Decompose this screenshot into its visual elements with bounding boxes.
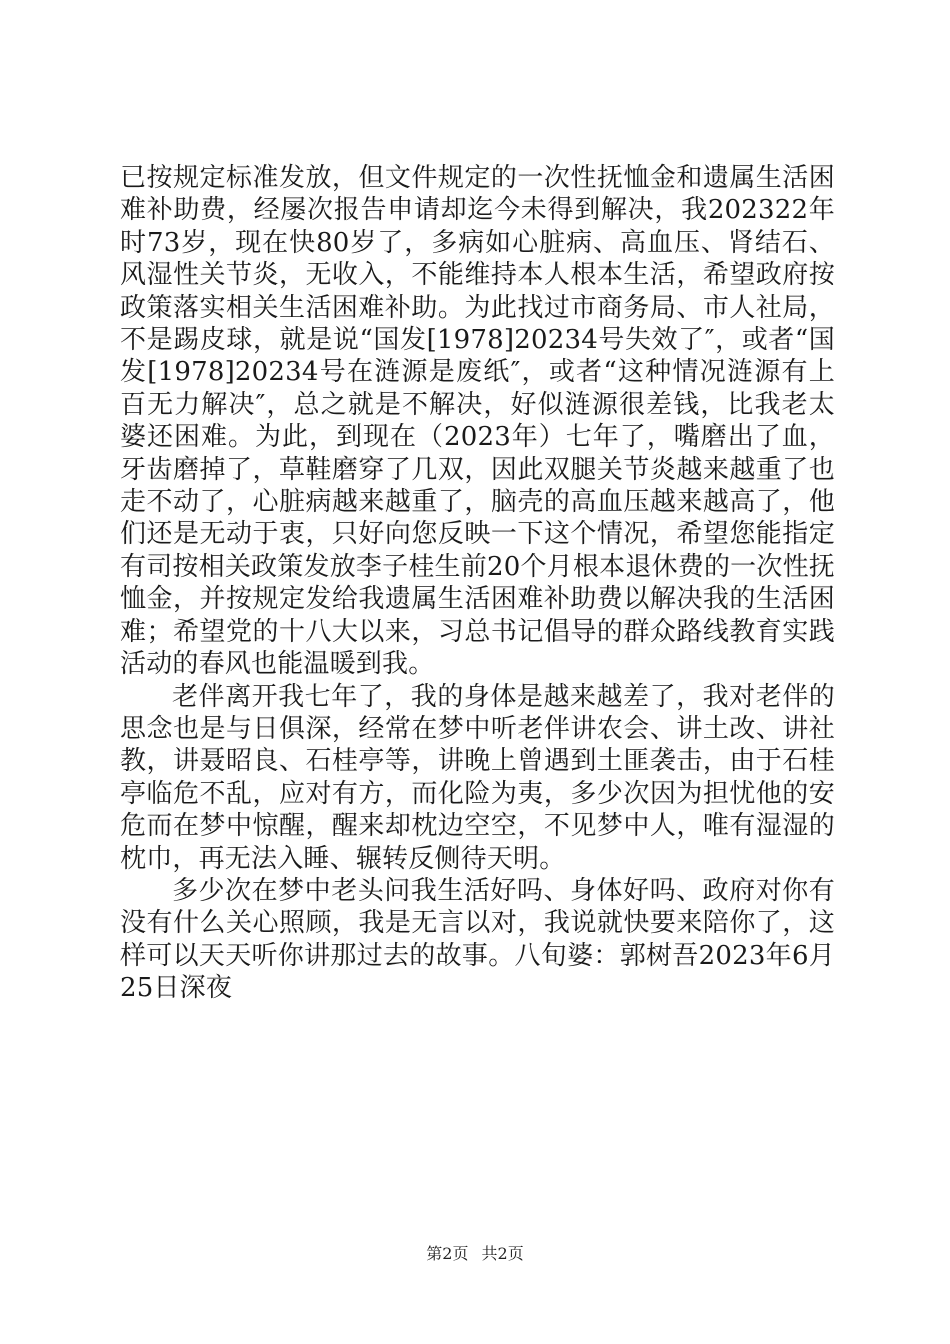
page-number-total: 共2页 <box>481 1244 524 1263</box>
document-body <box>120 162 835 1005</box>
paragraph-1: 已按规定标准发放，但文件规定的一次性抚恤金和遗属生活困难补助费，经屡次报告申请却迄今未得到解决，我202322年时73岁，现在快80岁了，多病如心脏病、高血压、肾结石、风湿性关节炎，无收入，不能维持本人根本生活，希望政府按政策落实相关生活困难补助。为此找过市商务局、市人社局，不是踢皮球，就是说“国发[1978]20234号失效了″，或者“国发[1978]20234号在涟源是废纸″，或者“这种情况涟源有上百无力解决″，总之就是不解决，好似涟源很差钱，比我老太婆还困难。为此，到现在（2023年）七年了，嘴磨出了血，牙齿磨掉了，草鞋磨穿了几双，因此双腿关节炎越来越重了也走不动了，心脏病越来越重了，脑壳的高血压越来越高了，他们还是无动于衷，只好向您反映一下这个情况，希望您能指定有司按相关政策发放李子桂生前20个月根本退休费的一次性抚恤金，并按规定发给我遗属生活困难补助费以解决我的生活困难；希望党的十八大以来，习总书记倡导的群众路线教育实践活动的春风也能温暖到我。 <box>120 163 835 680</box>
paragraph-2: 老伴离开我七年了，我的身体是越来越差了，我对老伴的思念也是与日俱深，经常在梦中听老伴讲农会、讲土改、讲社教，讲聂昭良、石桂亭等，讲晚上曾遇到土匪袭击，由于石桂亭临危不乱，应对有方，而化险为夷，多少次因为担忧他的安危而在梦中惊醒，醒来却枕边空空，不见梦中人，唯有湿湿的枕巾，再无法入睡、辗转反侧待天明。 <box>120 681 835 874</box>
page-number-current: 第2页 <box>426 1244 469 1263</box>
paragraph-3: 多少次在梦中老头问我生活好吗、身体好吗、政府对你有没有什么关心照顾，我是无言以对，我说就快要来陪你了，这样可以天天听你讲那过去的故事。八旬婆：郭树吾2023年6月25日深夜 <box>120 875 835 1004</box>
page-footer <box>0 1244 950 1264</box>
